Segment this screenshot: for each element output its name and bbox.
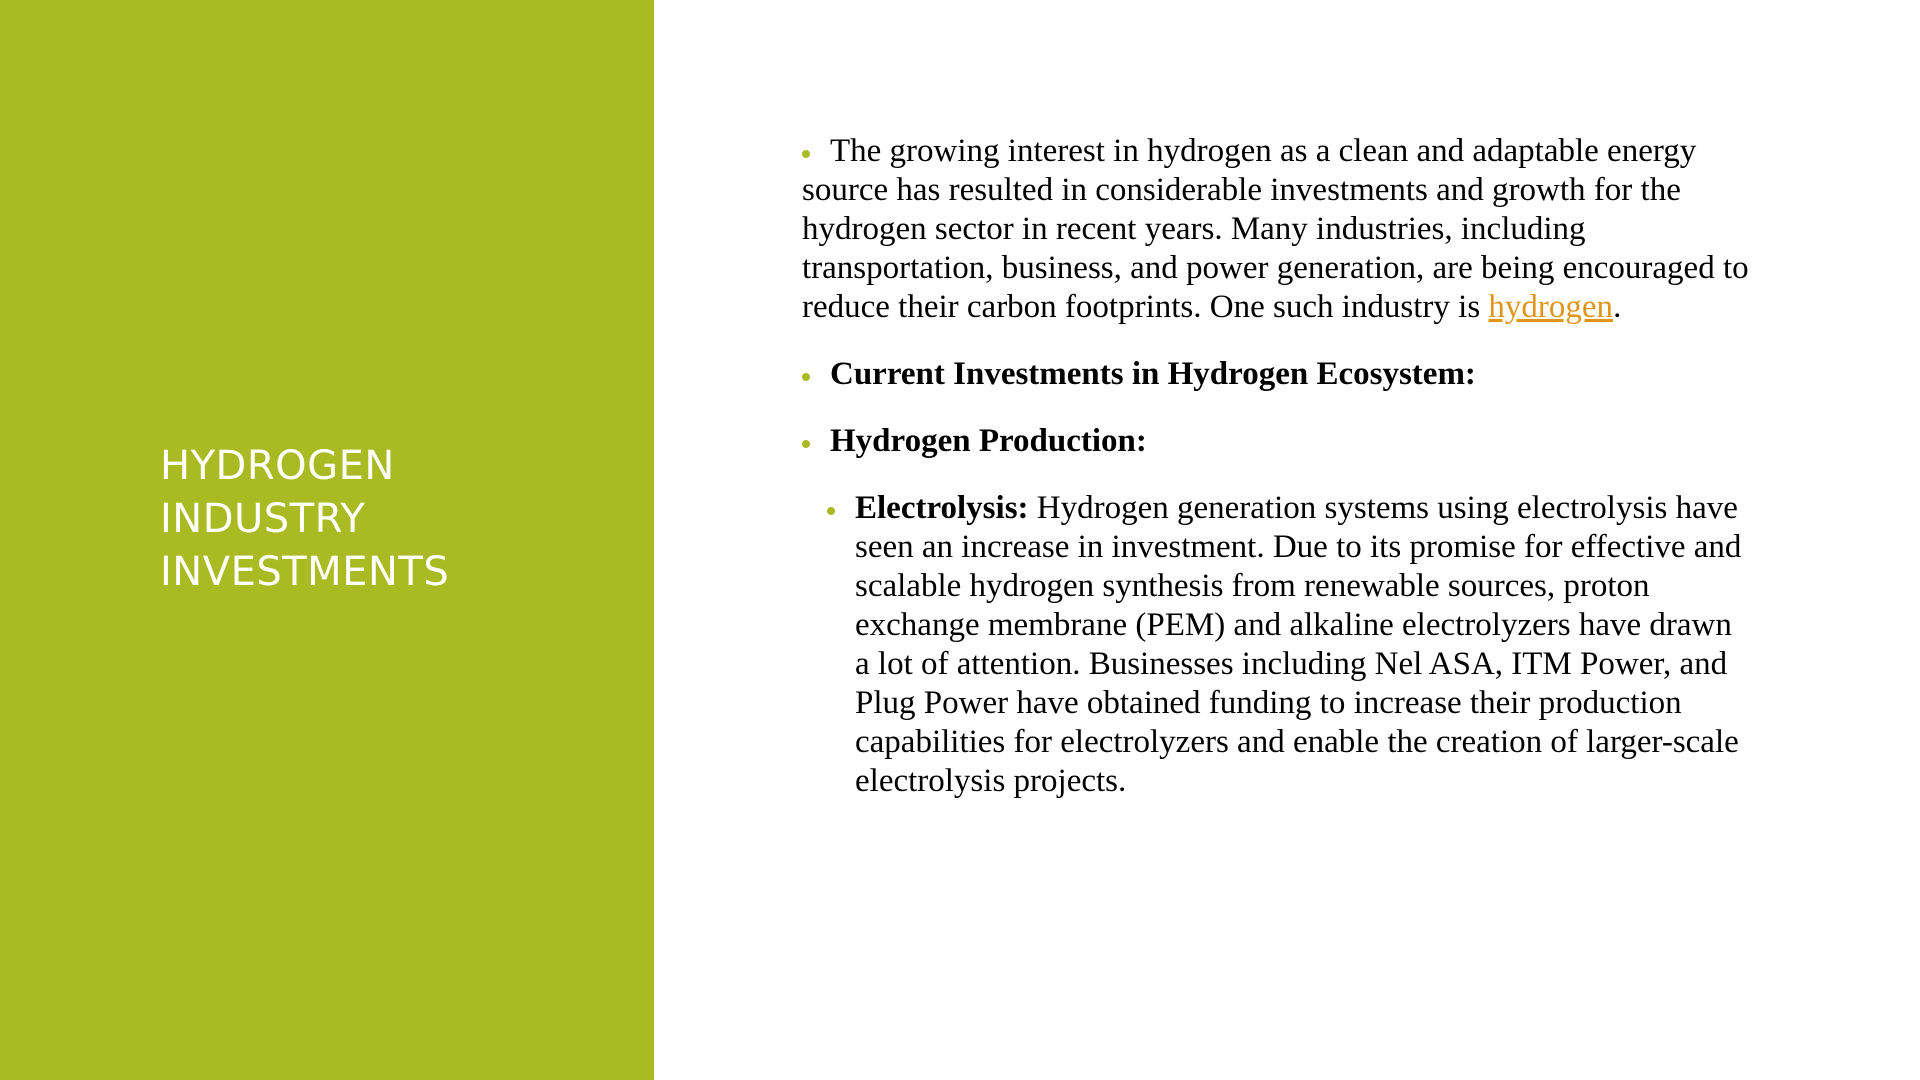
intro-text-end: . [1613, 289, 1622, 325]
bullet-intro [802, 132, 1752, 327]
title-line: INDUSTRY [160, 496, 366, 542]
title-line: INVESTMENTS [160, 549, 450, 595]
bullet-dot-icon [827, 507, 835, 515]
bullet-electrolysis [802, 489, 1752, 801]
hydrogen-link[interactable]: hydrogen [1488, 289, 1614, 325]
bullet-hydrogen-production [802, 422, 1752, 461]
bullet-dot-icon [802, 373, 810, 381]
electrolysis-label: Electrolysis: [855, 490, 1029, 526]
heading-text: Current Investments in Hydrogen Ecosystem: [830, 356, 1476, 392]
title-line: HYDROGEN [160, 443, 395, 489]
slide-body [802, 132, 1752, 829]
bullet-dot-icon [802, 150, 810, 158]
title-panel [0, 0, 654, 1080]
bullet-dot-icon [802, 440, 810, 448]
intro-text: The growing interest in hydrogen as a clean and adaptable energy source has resulted in considerable investments and growth for the hydrogen sector in recent years. Many industries, including transportation, business, and power generation, are being encouraged to reduce their carbon footprints. One such industry is [802, 133, 1749, 325]
electrolysis-text: Hydrogen generation systems using electrolysis have seen an increase in investment. Due to its promise for effective and scalable hydrogen synthesis from renewable sources, proton exchange membrane (PEM) and alkaline electrolyzers have drawn a lot of attention. Businesses including Nel ASA, ITM Power, and Plug Power have obtained funding to increase their production capabilities for electrolyzers and enable the creation of larger-scale electrolysis projects. [855, 490, 1742, 799]
heading-text: Hydrogen Production: [830, 423, 1147, 459]
bullet-current-investments [802, 355, 1752, 394]
slide-title [160, 440, 620, 599]
